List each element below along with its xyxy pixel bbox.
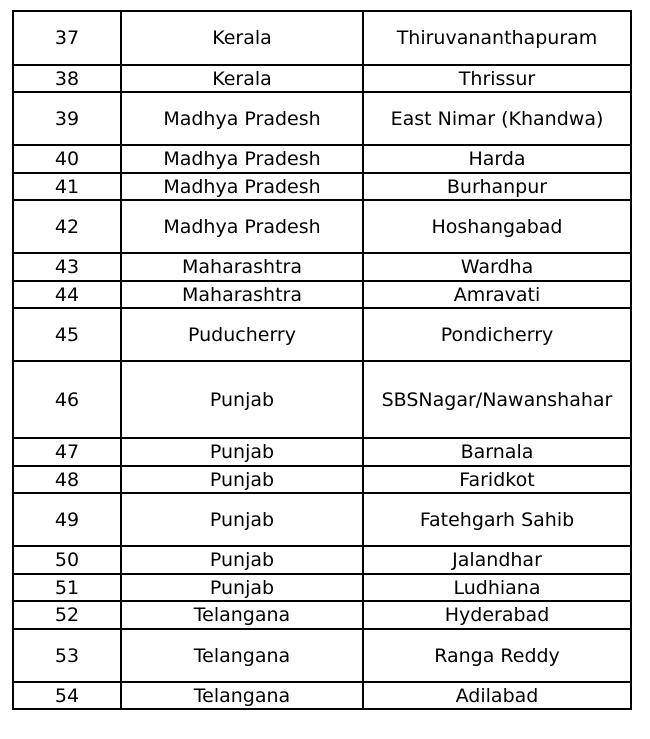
state-cell: Madhya Pradesh: [121, 200, 363, 253]
serial-number-cell: 48: [13, 466, 121, 493]
state-cell: Telangana: [121, 682, 363, 709]
district-cell: Thrissur: [363, 65, 631, 92]
district-cell: Ranga Reddy: [363, 629, 631, 682]
table-row: [13, 682, 631, 709]
state-cell: Punjab: [121, 466, 363, 493]
district-cell: Barnala: [363, 438, 631, 466]
table-row: [13, 173, 631, 200]
state-cell: Kerala: [121, 11, 363, 65]
table-row: [13, 493, 631, 546]
district-cell: Harda: [363, 145, 631, 173]
table-row: [13, 145, 631, 173]
serial-number-cell: 41: [13, 173, 121, 200]
table-row: [13, 11, 631, 65]
table-row: [13, 253, 631, 281]
district-cell: East Nimar (Khandwa): [363, 92, 631, 145]
table-row: [13, 601, 631, 629]
district-cell: Amravati: [363, 281, 631, 308]
state-cell: Maharashtra: [121, 281, 363, 308]
table-row: [13, 361, 631, 438]
district-cell: Fatehgarh Sahib: [363, 493, 631, 546]
table-row: [13, 574, 631, 601]
state-cell: Kerala: [121, 65, 363, 92]
serial-number-cell: 44: [13, 281, 121, 308]
table-row: [13, 546, 631, 574]
state-cell: Punjab: [121, 493, 363, 546]
serial-number-cell: 46: [13, 361, 121, 438]
table-row: [13, 629, 631, 682]
state-cell: Punjab: [121, 546, 363, 574]
serial-number-cell: 39: [13, 92, 121, 145]
state-cell: Punjab: [121, 438, 363, 466]
district-cell: Wardha: [363, 253, 631, 281]
state-cell: Punjab: [121, 361, 363, 438]
table-row: [13, 466, 631, 493]
serial-number-cell: 42: [13, 200, 121, 253]
serial-number-cell: 51: [13, 574, 121, 601]
district-cell: Faridkot: [363, 466, 631, 493]
district-cell: Adilabad: [363, 682, 631, 709]
district-cell: Hyderabad: [363, 601, 631, 629]
serial-number-cell: 38: [13, 65, 121, 92]
serial-number-cell: 40: [13, 145, 121, 173]
state-cell: Punjab: [121, 574, 363, 601]
table-body: [13, 11, 631, 709]
table-row: [13, 281, 631, 308]
table-row: [13, 308, 631, 361]
district-cell: Ludhiana: [363, 574, 631, 601]
serial-number-cell: 47: [13, 438, 121, 466]
district-cell: Hoshangabad: [363, 200, 631, 253]
table-row: [13, 200, 631, 253]
table-row: [13, 92, 631, 145]
serial-number-cell: 37: [13, 11, 121, 65]
serial-number-cell: 43: [13, 253, 121, 281]
serial-number-cell: 49: [13, 493, 121, 546]
table-row: [13, 438, 631, 466]
district-cell: Jalandhar: [363, 546, 631, 574]
state-cell: Madhya Pradesh: [121, 145, 363, 173]
district-cell: SBSNagar/Nawanshahar: [363, 361, 631, 438]
state-cell: Puducherry: [121, 308, 363, 361]
state-cell: Madhya Pradesh: [121, 92, 363, 145]
serial-number-cell: 45: [13, 308, 121, 361]
state-cell: Madhya Pradesh: [121, 173, 363, 200]
serial-number-cell: 54: [13, 682, 121, 709]
state-cell: Maharashtra: [121, 253, 363, 281]
state-cell: Telangana: [121, 629, 363, 682]
state-cell: Telangana: [121, 601, 363, 629]
district-table: [12, 10, 632, 710]
serial-number-cell: 52: [13, 601, 121, 629]
district-cell: Burhanpur: [363, 173, 631, 200]
district-cell: Pondicherry: [363, 308, 631, 361]
table-row: [13, 65, 631, 92]
serial-number-cell: 50: [13, 546, 121, 574]
serial-number-cell: 53: [13, 629, 121, 682]
district-cell: Thiruvananthapuram: [363, 11, 631, 65]
